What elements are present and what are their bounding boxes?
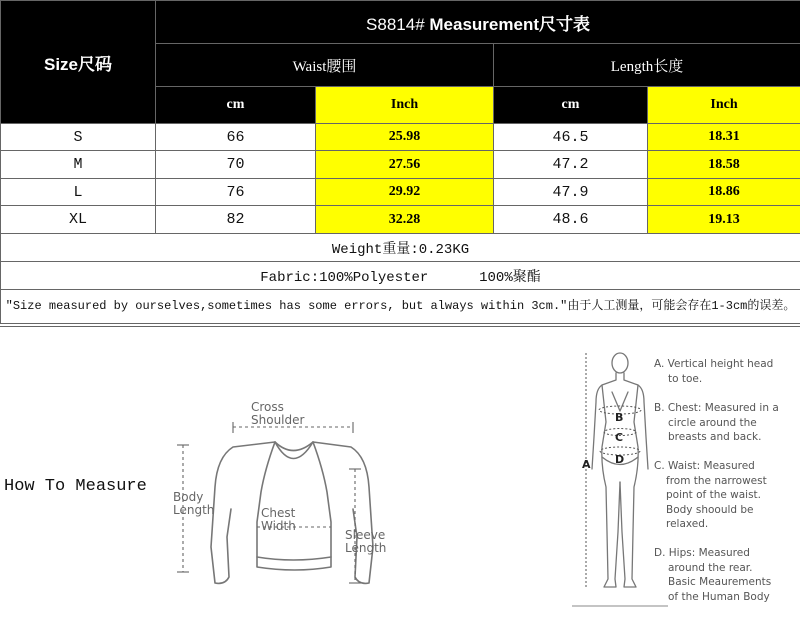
waist-header: Waist腰围 [156,44,494,87]
table-row [1,151,800,179]
legend-d: D. Hips: Measured [654,547,750,559]
title-main: Measurement尺寸表 [429,14,590,34]
length-inch-header: Inch [648,87,800,124]
table-row [1,206,800,234]
length-inch-cell: 18.86 [648,179,800,206]
body-length-label: Length [173,503,215,517]
letter-b: B [615,411,624,424]
waist-cm-cell: 66 [156,124,316,151]
weight-row: Weight重量:0.23KG [1,234,800,262]
legend-d: of the Human Body [668,591,770,603]
legend-c: relaxed. [666,518,709,530]
legend-c: from the narrowest [666,475,767,487]
body-length-label: Body [173,490,204,504]
length-inch-cell: 19.13 [648,206,800,234]
size-cell: XL [1,206,156,234]
cross-shoulder-label: Shoulder [251,413,305,427]
length-cm-header: cm [494,87,648,124]
table-row [1,179,800,206]
legend-b: circle around the [668,417,757,429]
fabric-en: Fabric:100%Polyester [260,269,429,286]
how-to-measure-label: How To Measure [4,477,147,496]
sweater-labels [173,400,386,555]
waist-inch-cell: 27.56 [316,151,494,179]
size-cell: L [1,179,156,206]
chart-title [156,1,800,44]
human-figure [592,353,648,587]
fabric-row [1,262,800,290]
legend-c: C. Waist: Measured [654,460,755,472]
length-cm-cell: 47.2 [494,151,648,179]
waist-inch-cell: 29.92 [316,179,494,206]
letter-c: C [615,431,624,444]
body-diagram [572,347,780,609]
legend-c: point of the waist. [666,489,762,501]
waist-cm-cell: 82 [156,206,316,234]
sweater-diagram [165,397,405,617]
chest-width-label: Width [261,519,296,533]
chest-width-label: Chest [261,506,296,520]
waist-cm-cell: 76 [156,179,316,206]
waist-inch-cell: 25.98 [316,124,494,151]
legend-d: around the rear. [668,562,753,574]
length-cm-cell: 46.5 [494,124,648,151]
legend-a: A. Vertical height head [654,358,774,370]
legend-a: to toe. [668,373,703,385]
waist-cm-cell: 70 [156,151,316,179]
table-row [1,124,800,151]
waist-cm-header: cm [156,87,316,124]
legend-d: Basic Meaurements [668,576,772,588]
size-header: Size尺码 [1,1,156,124]
measure-lines [572,353,668,606]
cross-shoulder-label: Cross [251,400,284,414]
waist-inch-cell: 32.28 [316,206,494,234]
size-cell: M [1,151,156,179]
waist-inch-header: Inch [316,87,494,124]
legend-c: Body shoould be [666,504,754,516]
length-inch-cell: 18.31 [648,124,800,151]
fabric-cn: 100%聚酯 [479,269,541,286]
letter-d: D [615,453,625,466]
sleeve-length-label: Length [345,541,387,555]
length-cm-cell: 48.6 [494,206,648,234]
length-inch-cell: 18.58 [648,151,800,179]
measurement-note: "Size measured by ourselves,sometimes has some errors, but always within 3cm."由于人工测量，可能会存在1-3cm的误差。 [1,290,800,324]
letter-a: A [582,458,591,471]
how-to-measure-section [0,326,800,644]
legend-b: breasts and back. [668,431,762,443]
size-cell: S [1,124,156,151]
legend-b: B. Chest: Measured in a [654,402,779,414]
measure-legend [654,358,779,603]
length-header: Length长度 [494,44,800,87]
sleeve-length-label: Sleeve [345,528,386,542]
length-cm-cell: 47.9 [494,179,648,206]
title-code: S8814# [366,14,425,34]
